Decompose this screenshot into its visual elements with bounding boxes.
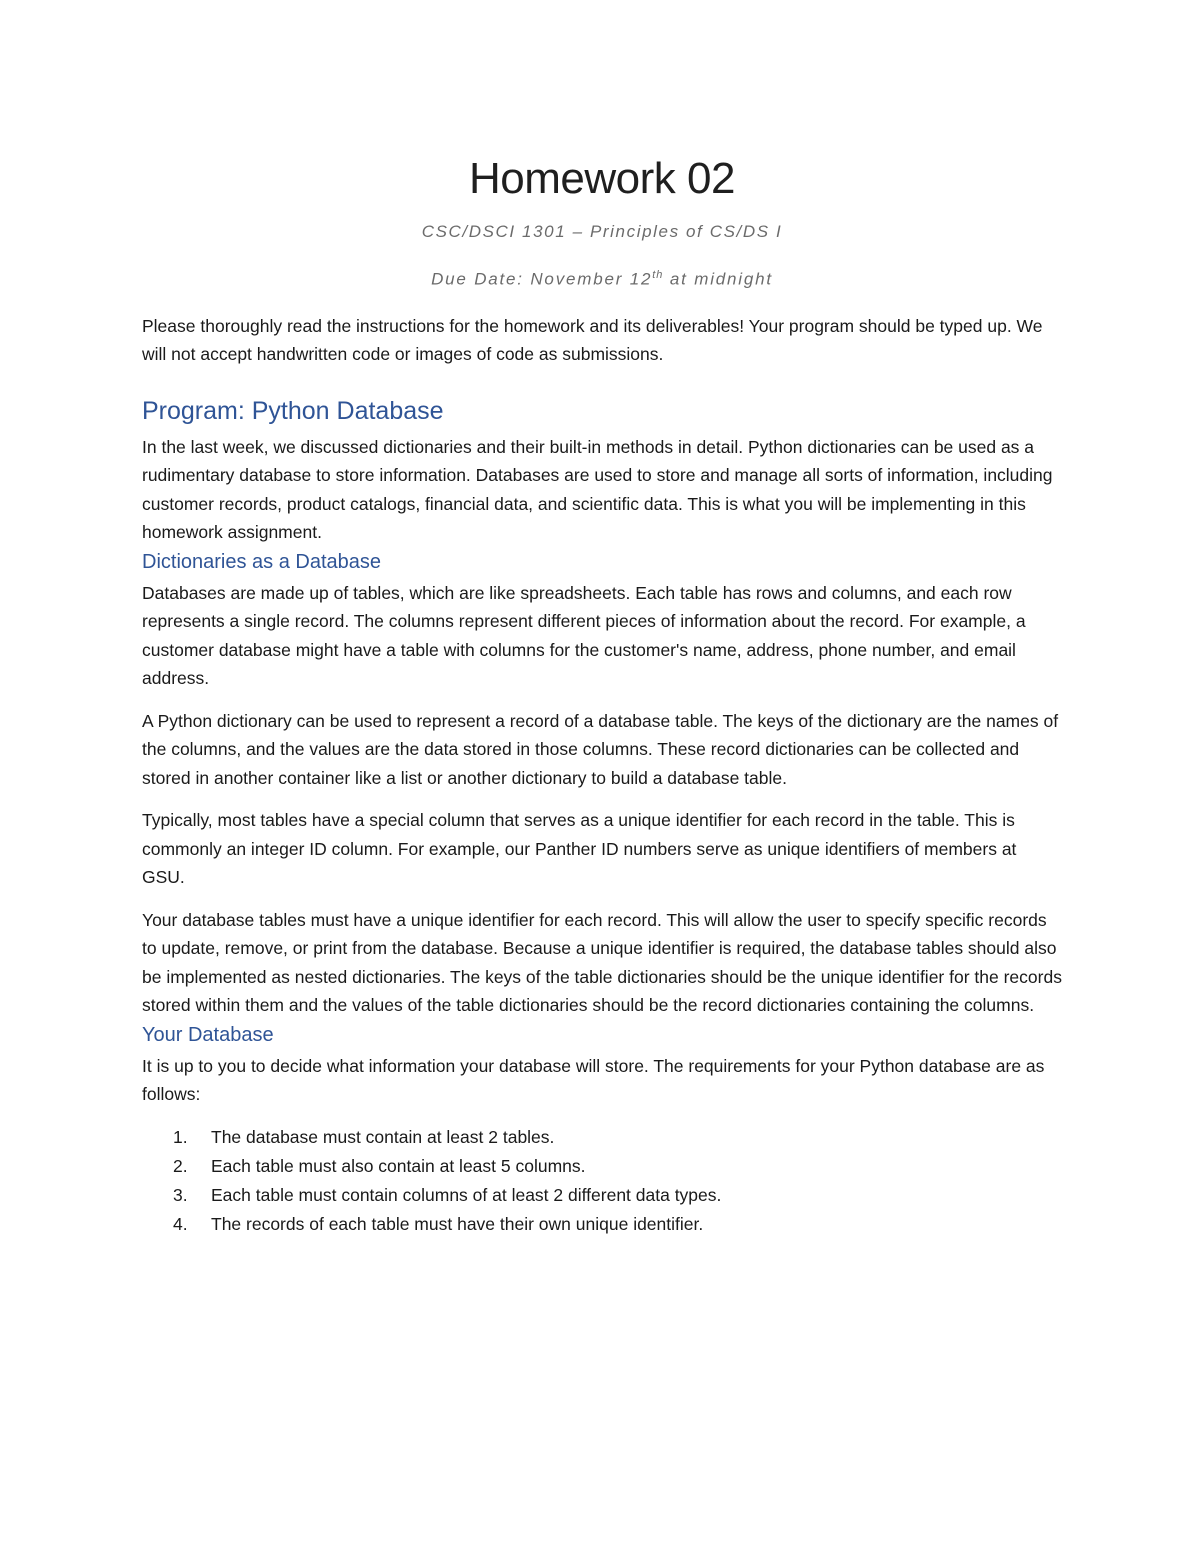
list-item bbox=[142, 1210, 1062, 1239]
due-date bbox=[142, 263, 1062, 292]
document-content bbox=[142, 150, 1062, 1239]
list-item-text: Each table must also contain at least 5 columns. bbox=[211, 1155, 586, 1176]
list-item bbox=[142, 1123, 1062, 1152]
list-item-text: The database must contain at least 2 tables. bbox=[211, 1126, 555, 1147]
list-item-number: 2. bbox=[173, 1155, 188, 1176]
list-item-text: Each table must contain columns of at least 2 different data types. bbox=[211, 1184, 722, 1205]
document-title: Homework 02 bbox=[469, 154, 735, 203]
dictionaries-paragraph-4: Your database tables must have a unique identifier for each record. This will allow the user to specify specific records to update, remove, or print from the database. Because a unique identifier is required, the database tables should also be implemented as nested dictionaries. The keys of the table dictionaries should be the unique identifier for the records stored within them and the values of the table dictionaries should be the record dictionaries containing the columns. bbox=[142, 909, 1062, 1016]
due-date-prefix: Due Date: November 12 bbox=[431, 269, 653, 289]
list-item-text: The records of each table must have their own unique identifier. bbox=[211, 1213, 704, 1234]
dictionaries-heading: Dictionaries as a Database bbox=[142, 550, 382, 573]
dictionaries-paragraph-1: Databases are made up of tables, which are like spreadsheets. Each table has rows and columns, and each row represents a single record. The columns represent different pieces of information about the record. For example, a customer database might have a table with columns for the customer's name, address, phone number, and email address. bbox=[142, 582, 1026, 689]
due-date-ordinal: th bbox=[652, 269, 664, 281]
due-date-rest: at midnight bbox=[663, 269, 773, 289]
your-database-paragraph: It is up to you to decide what information your database will store. The requirements for your Python database are as follows: bbox=[142, 1055, 1045, 1105]
dictionaries-paragraph-2: A Python dictionary can be used to represent a record of a database table. The keys of the dictionary are the names of the columns, and the values are the data stored in those columns. These record dictionaries can be collected and stored in another container like a list or another dictionary to build a database table. bbox=[142, 710, 1059, 788]
list-item-number: 4. bbox=[173, 1213, 188, 1234]
list-item bbox=[142, 1181, 1062, 1210]
dictionaries-paragraph-3: Typically, most tables have a special column that serves as a unique identifier for each record in the table. This is commonly an integer ID column. For example, our Panther ID numbers serve as unique identifiers of members at GSU. bbox=[142, 810, 1017, 888]
list-item-number: 1. bbox=[173, 1126, 188, 1147]
course-subtitle: CSC/DSCI 1301 – Principles of CS/DS I bbox=[421, 222, 783, 241]
your-database-heading: Your Database bbox=[142, 1023, 274, 1046]
list-item-number: 3. bbox=[173, 1184, 188, 1205]
program-heading: Program: Python Database bbox=[142, 396, 444, 425]
list-item bbox=[142, 1152, 1062, 1181]
requirements-list bbox=[142, 1123, 1062, 1239]
intro-paragraph: Please thoroughly read the instructions for the homework and its deliverables! Your program should be typed up. We will not accept handwritten code or images of code as submissions. bbox=[142, 315, 1043, 365]
program-paragraph: In the last week, we discussed dictionaries and their built-in methods in detail. Python dictionaries can be used as a rudimentary database to store information. Databases are used to store and manage all sorts of information, including customer records, product catalogs, financial data, and scientific data. This is what you will be implementing in this homework assignment. bbox=[142, 436, 1053, 543]
